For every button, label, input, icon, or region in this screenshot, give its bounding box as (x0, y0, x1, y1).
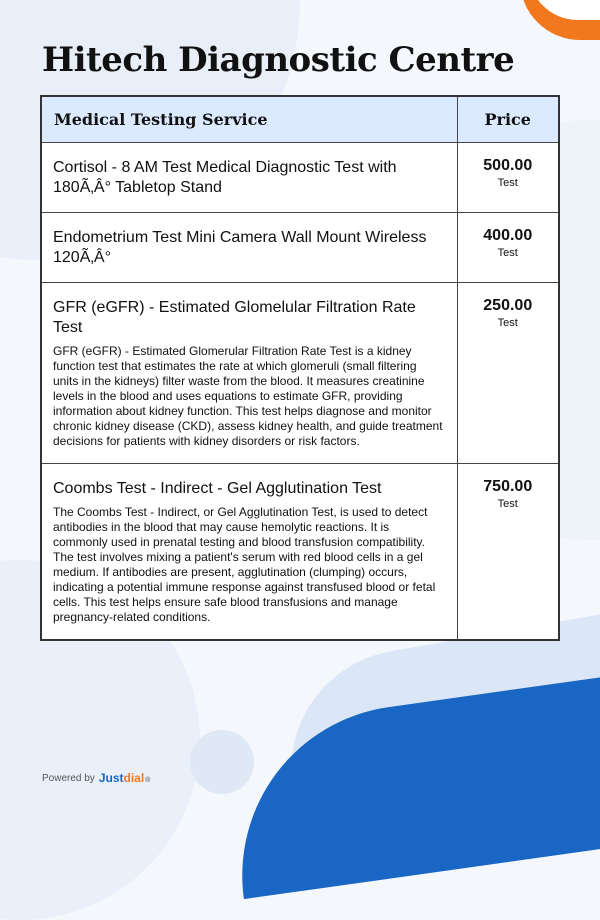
service-cell (41, 142, 457, 212)
logo-just-text: Just (98, 771, 124, 785)
service-description: The Coombs Test - Indirect, or Gel Agglutination Test, is used to detect antibodies in the blood that may cause hemolytic reactions. It is commonly used in prenatal testing and blood transfusion compatibility. The test involves mixing a patient's serum with red blood cells in a gel medium. If antibodies are present, agglutination (clumping) occurs, indicating a potential immune response against transfused blood or fetal cells. This test helps ensure safe blood transfusions and manage pregnancy-related conditions. (53, 504, 436, 624)
table-row (41, 282, 559, 463)
logo-dial-text: dial (123, 771, 145, 785)
column-header-service: Medical Testing Service (41, 96, 457, 142)
service-name: Coombs Test - Indirect - Gel Agglutination Test (53, 479, 382, 497)
price-value: 750.00 (483, 477, 533, 495)
service-name: GFR (eGFR) - Estimated Glomelular Filtration Rate Test (53, 298, 416, 336)
service-cell (41, 463, 457, 640)
table-header-row (41, 96, 559, 142)
circle-decoration (190, 730, 254, 794)
price-value: 500.00 (483, 156, 533, 174)
table-row (41, 142, 559, 212)
footer (42, 771, 150, 785)
page-title: Hitech Diagnostic Centre (42, 40, 515, 80)
services-table (40, 95, 560, 641)
corner-decoration (520, 0, 600, 40)
price-unit: Test (497, 497, 518, 510)
price-cell (457, 463, 559, 640)
price-unit: Test (497, 176, 518, 189)
service-cell (41, 282, 457, 463)
table-row (41, 463, 559, 640)
registered-mark: ® (145, 777, 151, 784)
justdial-logo[interactable] (99, 771, 151, 785)
price-unit: Test (497, 316, 518, 329)
price-value: 400.00 (483, 226, 533, 244)
price-cell (457, 142, 559, 212)
price-unit: Test (497, 246, 518, 259)
table-row (41, 212, 559, 282)
price-value: 250.00 (483, 296, 533, 314)
column-header-price: Price (457, 96, 559, 142)
service-cell (41, 212, 457, 282)
powered-by-text: Powered by (42, 772, 95, 784)
wave-decoration (220, 671, 600, 899)
price-cell (457, 212, 559, 282)
service-description: GFR (eGFR) - Estimated Glomerular Filtration Rate Test is a kidney function test that estimates the rate at which glomeruli (small filtering units in the kidneys) filter waste from the blood. It measures creatinine levels in the blood and uses equations to estimate GFR, providing information about kidney function. This test helps diagnose and monitor chronic kidney disease (CKD), assess kidney health, and guide treatment decisions for patients with kidney disorders or risk factors. (53, 343, 443, 448)
service-name: Endometrium Test Mini Camera Wall Mount Wireless 120Ã‚Â° (53, 228, 427, 266)
price-cell (457, 282, 559, 463)
service-name: Cortisol - 8 AM Test Medical Diagnostic Test with 180Ã‚Â° Tabletop Stand (53, 158, 397, 196)
